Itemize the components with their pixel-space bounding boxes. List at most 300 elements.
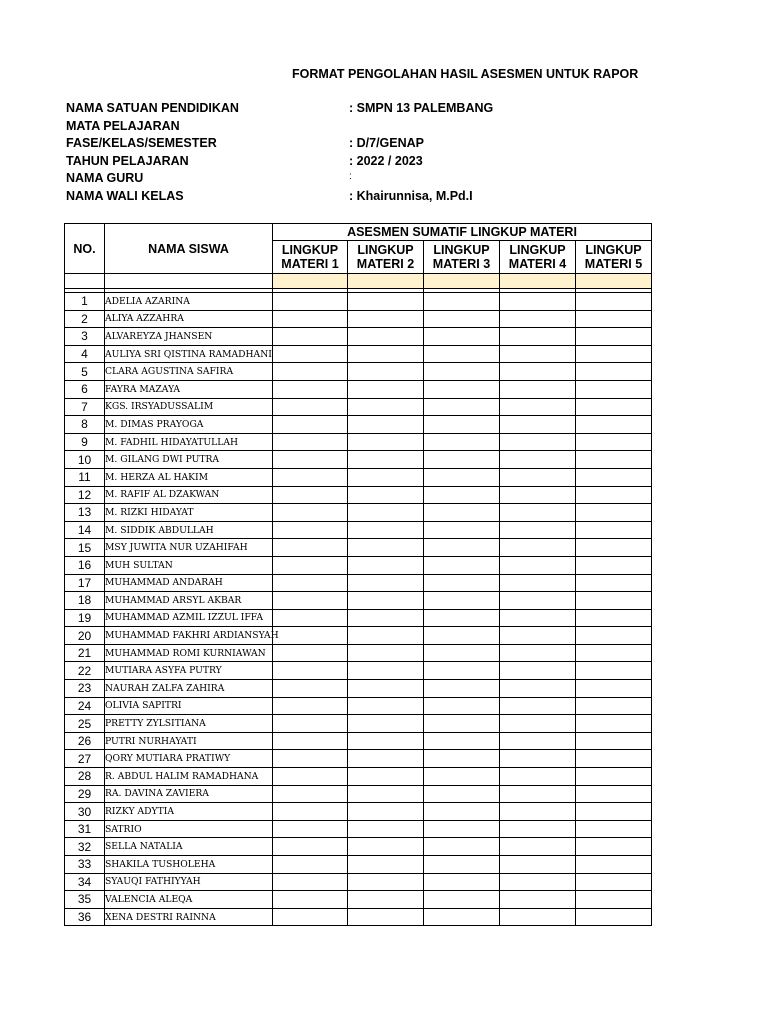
score-cell-lingkup-materi-2[interactable] (348, 750, 424, 768)
score-cell-lingkup-materi-4[interactable] (500, 468, 576, 486)
score-cell-lingkup-materi-4[interactable] (500, 363, 576, 381)
score-cell-lingkup-materi-5[interactable] (576, 504, 652, 522)
score-cell-lingkup-materi-5[interactable] (576, 539, 652, 557)
score-cell-lingkup-materi-4[interactable] (500, 451, 576, 469)
table-row (65, 697, 652, 715)
table-row (65, 680, 652, 698)
score-cell-lingkup-materi-4[interactable] (500, 345, 576, 363)
score-cell-lingkup-materi-3[interactable] (424, 574, 500, 592)
score-cell-lingkup-materi-3[interactable] (424, 697, 500, 715)
score-cell-lingkup-materi-1[interactable] (273, 697, 348, 715)
student-name: M. FADHIL HIDAYATULLAH (105, 433, 273, 451)
score-cell-lingkup-materi-1[interactable] (273, 680, 348, 698)
score-cell-lingkup-materi-4[interactable] (500, 680, 576, 698)
student-number: 28 (65, 768, 105, 786)
student-number: 11 (65, 468, 105, 486)
student-name: MUHAMMAD FAKHRI ARDIANSYAH (105, 627, 273, 645)
table-row (65, 310, 652, 328)
score-cell-lingkup-materi-4[interactable] (500, 609, 576, 627)
score-cell-lingkup-materi-2[interactable] (348, 697, 424, 715)
score-cell-lingkup-materi-1[interactable] (273, 908, 348, 926)
score-cell-lingkup-materi-5[interactable] (576, 328, 652, 346)
score-cell-lingkup-materi-1[interactable] (273, 416, 348, 434)
table-row (65, 574, 652, 592)
header-nama-siswa: NAMA SISWA (105, 224, 273, 274)
score-cell-lingkup-materi-2[interactable] (348, 556, 424, 574)
student-number: 6 (65, 380, 105, 398)
score-cell-lingkup-materi-2[interactable] (348, 768, 424, 786)
score-cell-lingkup-materi-2[interactable] (348, 504, 424, 522)
score-cell-lingkup-materi-1[interactable] (273, 310, 348, 328)
score-cell-lingkup-materi-5[interactable] (576, 820, 652, 838)
table-row (65, 416, 652, 434)
student-name: MUH SULTAN (105, 556, 273, 574)
score-cell-lingkup-materi-2[interactable] (348, 521, 424, 539)
table-row (65, 785, 652, 803)
score-cell-lingkup-materi-1[interactable] (273, 768, 348, 786)
student-name: M. SIDDIK ABDULLAH (105, 521, 273, 539)
score-cell-lingkup-materi-2[interactable] (348, 820, 424, 838)
score-cell-lingkup-materi-4[interactable] (500, 504, 576, 522)
score-cell-lingkup-materi-1[interactable] (273, 433, 348, 451)
header-fill-row (65, 274, 652, 289)
score-cell-lingkup-materi-3[interactable] (424, 398, 500, 416)
student-number: 16 (65, 556, 105, 574)
score-cell-lingkup-materi-3[interactable] (424, 627, 500, 645)
score-cell-lingkup-materi-4[interactable] (500, 398, 576, 416)
info-value: : Khairunnisa, M.Pd.I (349, 188, 473, 203)
score-cell-lingkup-materi-4[interactable] (500, 486, 576, 504)
student-number: 5 (65, 363, 105, 381)
score-cell-lingkup-materi-4[interactable] (500, 803, 576, 821)
student-number: 30 (65, 803, 105, 821)
score-cell-lingkup-materi-5[interactable] (576, 680, 652, 698)
score-cell-lingkup-materi-4[interactable] (500, 891, 576, 909)
score-cell-lingkup-materi-4[interactable] (500, 539, 576, 557)
score-cell-lingkup-materi-1[interactable] (273, 574, 348, 592)
score-cell-lingkup-materi-2[interactable] (348, 908, 424, 926)
score-cell-lingkup-materi-2[interactable] (348, 873, 424, 891)
score-cell-lingkup-materi-4[interactable] (500, 662, 576, 680)
score-cell-lingkup-materi-1[interactable] (273, 820, 348, 838)
score-cell-lingkup-materi-2[interactable] (348, 891, 424, 909)
student-number: 25 (65, 715, 105, 733)
score-cell-lingkup-materi-2[interactable] (348, 345, 424, 363)
student-name: CLARA AGUSTINA SAFIRA (105, 363, 273, 381)
score-cell-lingkup-materi-3[interactable] (424, 451, 500, 469)
student-name: FAYRA MAZAYA (105, 380, 273, 398)
score-cell-lingkup-materi-3[interactable] (424, 873, 500, 891)
info-value: : 2022 / 2023 (349, 153, 423, 168)
score-cell-lingkup-materi-4[interactable] (500, 856, 576, 874)
info-value: : D/7/GENAP (349, 136, 425, 151)
assessment-table (64, 223, 652, 926)
student-name: PUTRI NURHAYATI (105, 732, 273, 750)
score-cell-lingkup-materi-2[interactable] (348, 328, 424, 346)
score-cell-lingkup-materi-4[interactable] (500, 433, 576, 451)
score-cell-lingkup-materi-3[interactable] (424, 662, 500, 680)
table-row (65, 873, 652, 891)
score-cell-lingkup-materi-3[interactable] (424, 732, 500, 750)
score-cell-lingkup-materi-5[interactable] (576, 697, 652, 715)
score-cell-lingkup-materi-5[interactable] (576, 891, 652, 909)
score-cell-lingkup-materi-5[interactable] (576, 345, 652, 363)
student-name: M. GILANG DWI PUTRA (105, 451, 273, 469)
score-cell-lingkup-materi-3[interactable] (424, 592, 500, 610)
score-cell-lingkup-materi-4[interactable] (500, 732, 576, 750)
student-name: MUHAMMAD AZMIL IZZUL IFFA (105, 609, 273, 627)
table-row (65, 293, 652, 311)
score-cell-lingkup-materi-2[interactable] (348, 627, 424, 645)
score-cell-lingkup-materi-5[interactable] (576, 310, 652, 328)
score-cell-lingkup-materi-1[interactable] (273, 539, 348, 557)
student-name: M. RAFIF AL DZAKWAN (105, 486, 273, 504)
score-cell-lingkup-materi-4[interactable] (500, 328, 576, 346)
score-cell-lingkup-materi-3[interactable] (424, 556, 500, 574)
score-cell-lingkup-materi-3[interactable] (424, 785, 500, 803)
score-cell-lingkup-materi-3[interactable] (424, 856, 500, 874)
score-cell-lingkup-materi-1[interactable] (273, 398, 348, 416)
score-cell-lingkup-materi-3[interactable] (424, 609, 500, 627)
score-cell-lingkup-materi-1[interactable] (273, 504, 348, 522)
student-name: QORY MUTIARA PRATIWY (105, 750, 273, 768)
student-number: 15 (65, 539, 105, 557)
student-number: 21 (65, 644, 105, 662)
score-cell-lingkup-materi-2[interactable] (348, 380, 424, 398)
student-name: XENA DESTRI RAINNA (105, 908, 273, 926)
score-cell-lingkup-materi-5[interactable] (576, 592, 652, 610)
score-cell-lingkup-materi-3[interactable] (424, 820, 500, 838)
score-cell-lingkup-materi-5[interactable] (576, 556, 652, 574)
score-cell-lingkup-materi-1[interactable] (273, 732, 348, 750)
score-cell-lingkup-materi-3[interactable] (424, 433, 500, 451)
score-cell-lingkup-materi-2[interactable] (348, 592, 424, 610)
score-cell-lingkup-materi-3[interactable] (424, 891, 500, 909)
table-row (65, 556, 652, 574)
score-cell-lingkup-materi-1[interactable] (273, 592, 348, 610)
score-cell-lingkup-materi-4[interactable] (500, 908, 576, 926)
student-name: NAURAH ZALFA ZAHIRA (105, 680, 273, 698)
score-cell-lingkup-materi-5[interactable] (576, 908, 652, 926)
score-cell-lingkup-materi-2[interactable] (348, 398, 424, 416)
score-cell-lingkup-materi-2[interactable] (348, 468, 424, 486)
student-number: 32 (65, 838, 105, 856)
score-cell-lingkup-materi-2[interactable] (348, 433, 424, 451)
score-cell-lingkup-materi-2[interactable] (348, 363, 424, 381)
document-title: FORMAT PENGOLAHAN HASIL ASESMEN UNTUK RAPOR (292, 67, 639, 81)
student-name: MUTIARA ASYFA PUTRY (105, 662, 273, 680)
table-row (65, 486, 652, 504)
student-number: 13 (65, 504, 105, 522)
student-name: RA. DAVINA ZAVIERA (105, 785, 273, 803)
score-cell-lingkup-materi-1[interactable] (273, 468, 348, 486)
student-name: SELLA NATALIA (105, 838, 273, 856)
table-row (65, 891, 652, 909)
score-cell-lingkup-materi-1[interactable] (273, 803, 348, 821)
student-number: 35 (65, 891, 105, 909)
student-name: OLIVIA SAPITRI (105, 697, 273, 715)
score-cell-lingkup-materi-1[interactable] (273, 380, 348, 398)
score-cell-lingkup-materi-2[interactable] (348, 715, 424, 733)
score-cell-lingkup-materi-3[interactable] (424, 486, 500, 504)
table-row (65, 838, 652, 856)
score-cell-lingkup-materi-5[interactable] (576, 644, 652, 662)
score-cell-lingkup-materi-5[interactable] (576, 750, 652, 768)
student-number: 33 (65, 856, 105, 874)
score-cell-lingkup-materi-2[interactable] (348, 680, 424, 698)
score-cell-lingkup-materi-1[interactable] (273, 838, 348, 856)
score-cell-lingkup-materi-5[interactable] (576, 293, 652, 311)
table-row (65, 856, 652, 874)
score-cell-lingkup-materi-2[interactable] (348, 732, 424, 750)
score-cell-lingkup-materi-2[interactable] (348, 310, 424, 328)
info-label: NAMA GURU (66, 171, 144, 186)
score-cell-lingkup-materi-2[interactable] (348, 644, 424, 662)
score-cell-lingkup-materi-3[interactable] (424, 908, 500, 926)
score-cell-lingkup-materi-3[interactable] (424, 468, 500, 486)
table-row (65, 644, 652, 662)
table-row (65, 768, 652, 786)
student-number: 20 (65, 627, 105, 645)
score-cell-lingkup-materi-4[interactable] (500, 556, 576, 574)
header-asesmen-sumatif: ASESMEN SUMATIF LINGKUP MATERI (273, 224, 652, 241)
student-name: M. HERZA AL HAKIM (105, 468, 273, 486)
score-cell-lingkup-materi-1[interactable] (273, 627, 348, 645)
student-number: 4 (65, 345, 105, 363)
student-name: SATRIO (105, 820, 273, 838)
score-cell-lingkup-materi-1[interactable] (273, 293, 348, 311)
score-cell-lingkup-materi-3[interactable] (424, 345, 500, 363)
score-cell-lingkup-materi-2[interactable] (348, 574, 424, 592)
score-cell-lingkup-materi-5[interactable] (576, 732, 652, 750)
table-row (65, 521, 652, 539)
info-label: FASE/KELAS/SEMESTER (66, 136, 217, 151)
score-cell-lingkup-materi-2[interactable] (348, 838, 424, 856)
score-cell-lingkup-materi-5[interactable] (576, 433, 652, 451)
student-name: PRETTY ZYLSITIANA (105, 715, 273, 733)
student-name: M. DIMAS PRAYOGA (105, 416, 273, 434)
table-row (65, 380, 652, 398)
score-cell-lingkup-materi-4[interactable] (500, 785, 576, 803)
score-cell-lingkup-materi-2[interactable] (348, 803, 424, 821)
score-cell-lingkup-materi-3[interactable] (424, 328, 500, 346)
student-name: MSY JUWITA NUR UZAHIFAH (105, 539, 273, 557)
student-name: MUHAMMAD ARSYL AKBAR (105, 592, 273, 610)
score-cell-lingkup-materi-5[interactable] (576, 662, 652, 680)
student-number: 26 (65, 732, 105, 750)
score-cell-lingkup-materi-3[interactable] (424, 539, 500, 557)
score-cell-lingkup-materi-5[interactable] (576, 715, 652, 733)
score-cell-lingkup-materi-1[interactable] (273, 785, 348, 803)
score-cell-lingkup-materi-4[interactable] (500, 768, 576, 786)
header-lingkup-materi-5: LINGKUP MATERI 5 (576, 241, 652, 274)
score-cell-lingkup-materi-3[interactable] (424, 768, 500, 786)
score-cell-lingkup-materi-3[interactable] (424, 521, 500, 539)
student-name: R. ABDUL HALIM RAMADHANA (105, 768, 273, 786)
score-cell-lingkup-materi-5[interactable] (576, 451, 652, 469)
score-cell-lingkup-materi-1[interactable] (273, 363, 348, 381)
student-name: MUHAMMAD ROMI KURNIAWAN (105, 644, 273, 662)
table-row (65, 451, 652, 469)
student-number: 23 (65, 680, 105, 698)
score-cell-lingkup-materi-4[interactable] (500, 627, 576, 645)
score-cell-lingkup-materi-1[interactable] (273, 644, 348, 662)
score-cell-lingkup-materi-3[interactable] (424, 293, 500, 311)
score-cell-lingkup-materi-1[interactable] (273, 750, 348, 768)
score-cell-lingkup-materi-4[interactable] (500, 310, 576, 328)
score-cell-lingkup-materi-1[interactable] (273, 521, 348, 539)
student-number: 18 (65, 592, 105, 610)
score-cell-lingkup-materi-3[interactable] (424, 504, 500, 522)
info-value: : (349, 171, 352, 183)
student-number: 12 (65, 486, 105, 504)
student-name: ADELIA AZARINA (105, 293, 273, 311)
info-value: : SMPN 13 PALEMBANG (349, 101, 494, 115)
student-name: VALENCIA ALEQA (105, 891, 273, 909)
score-cell-lingkup-materi-1[interactable] (273, 451, 348, 469)
score-cell-lingkup-materi-3[interactable] (424, 750, 500, 768)
student-name: MUHAMMAD ANDARAH (105, 574, 273, 592)
score-cell-lingkup-materi-2[interactable] (348, 486, 424, 504)
student-number: 14 (65, 521, 105, 539)
score-cell-lingkup-materi-2[interactable] (348, 416, 424, 434)
score-cell-lingkup-materi-4[interactable] (500, 697, 576, 715)
score-cell-lingkup-materi-3[interactable] (424, 803, 500, 821)
score-cell-lingkup-materi-1[interactable] (273, 662, 348, 680)
info-label: TAHUN PELAJARAN (66, 153, 189, 168)
score-cell-lingkup-materi-5[interactable] (576, 609, 652, 627)
score-cell-lingkup-materi-2[interactable] (348, 785, 424, 803)
score-cell-lingkup-materi-3[interactable] (424, 715, 500, 733)
score-cell-lingkup-materi-5[interactable] (576, 768, 652, 786)
info-label: MATA PELAJARAN (66, 118, 180, 133)
score-cell-lingkup-materi-5[interactable] (576, 856, 652, 874)
score-cell-lingkup-materi-4[interactable] (500, 644, 576, 662)
score-cell-lingkup-materi-5[interactable] (576, 416, 652, 434)
table-row (65, 609, 652, 627)
score-cell-lingkup-materi-2[interactable] (348, 609, 424, 627)
table-row (65, 345, 652, 363)
score-cell-lingkup-materi-3[interactable] (424, 310, 500, 328)
score-cell-lingkup-materi-1[interactable] (273, 873, 348, 891)
student-rows (65, 293, 652, 926)
score-cell-lingkup-materi-1[interactable] (273, 328, 348, 346)
score-cell-lingkup-materi-1[interactable] (273, 891, 348, 909)
score-cell-lingkup-materi-1[interactable] (273, 345, 348, 363)
table-row (65, 732, 652, 750)
table-row (65, 328, 652, 346)
score-cell-lingkup-materi-3[interactable] (424, 680, 500, 698)
score-cell-lingkup-materi-5[interactable] (576, 838, 652, 856)
table-row (65, 803, 652, 821)
score-cell-lingkup-materi-3[interactable] (424, 838, 500, 856)
score-cell-lingkup-materi-3[interactable] (424, 363, 500, 381)
score-cell-lingkup-materi-5[interactable] (576, 627, 652, 645)
header-lingkup-materi-4: LINGKUP MATERI 4 (500, 241, 576, 274)
student-name: RIZKY ADYTIA (105, 803, 273, 821)
header-lingkup-materi-3: LINGKUP MATERI 3 (424, 241, 500, 274)
score-cell-lingkup-materi-4[interactable] (500, 873, 576, 891)
table-row (65, 662, 652, 680)
score-cell-lingkup-materi-3[interactable] (424, 416, 500, 434)
student-name: ALVAREYZA JHANSEN (105, 328, 273, 346)
student-number: 22 (65, 662, 105, 680)
table-row (65, 398, 652, 416)
student-name: SYAUQI FATHIYYAH (105, 873, 273, 891)
score-cell-lingkup-materi-1[interactable] (273, 856, 348, 874)
score-cell-lingkup-materi-2[interactable] (348, 293, 424, 311)
student-number: 8 (65, 416, 105, 434)
student-name: M. RIZKI HIDAYAT (105, 504, 273, 522)
score-cell-lingkup-materi-5[interactable] (576, 785, 652, 803)
student-number: 2 (65, 310, 105, 328)
score-cell-lingkup-materi-4[interactable] (500, 715, 576, 733)
score-cell-lingkup-materi-5[interactable] (576, 380, 652, 398)
score-cell-lingkup-materi-4[interactable] (500, 521, 576, 539)
table-row (65, 504, 652, 522)
score-cell-lingkup-materi-5[interactable] (576, 873, 652, 891)
score-cell-lingkup-materi-5[interactable] (576, 486, 652, 504)
score-cell-lingkup-materi-5[interactable] (576, 398, 652, 416)
score-cell-lingkup-materi-1[interactable] (273, 715, 348, 733)
student-number: 27 (65, 750, 105, 768)
info-label: NAMA WALI KELAS (66, 188, 184, 203)
score-cell-lingkup-materi-4[interactable] (500, 293, 576, 311)
score-cell-lingkup-materi-2[interactable] (348, 451, 424, 469)
score-cell-lingkup-materi-5[interactable] (576, 574, 652, 592)
score-cell-lingkup-materi-4[interactable] (500, 380, 576, 398)
score-cell-lingkup-materi-4[interactable] (500, 838, 576, 856)
score-cell-lingkup-materi-2[interactable] (348, 539, 424, 557)
score-cell-lingkup-materi-3[interactable] (424, 380, 500, 398)
table-row (65, 715, 652, 733)
score-cell-lingkup-materi-4[interactable] (500, 416, 576, 434)
table-row (65, 539, 652, 557)
student-name: AULIYA SRI QISTINA RAMADHANI (105, 345, 273, 363)
student-number: 31 (65, 820, 105, 838)
student-name: KGS. IRSYADUSSALIM (105, 398, 273, 416)
student-number: 1 (65, 293, 105, 311)
score-cell-lingkup-materi-1[interactable] (273, 486, 348, 504)
score-cell-lingkup-materi-5[interactable] (576, 803, 652, 821)
student-number: 3 (65, 328, 105, 346)
score-cell-lingkup-materi-4[interactable] (500, 592, 576, 610)
table-row (65, 468, 652, 486)
score-cell-lingkup-materi-1[interactable] (273, 556, 348, 574)
header-no: NO. (65, 224, 105, 274)
score-cell-lingkup-materi-4[interactable] (500, 820, 576, 838)
score-cell-lingkup-materi-2[interactable] (348, 662, 424, 680)
score-cell-lingkup-materi-4[interactable] (500, 750, 576, 768)
student-number: 34 (65, 873, 105, 891)
info-label: NAMA SATUAN PENDIDIKAN (66, 101, 239, 115)
score-cell-lingkup-materi-5[interactable] (576, 363, 652, 381)
table-row (65, 627, 652, 645)
student-number: 17 (65, 574, 105, 592)
header-lingkup-materi-1: LINGKUP MATERI 1 (273, 241, 348, 274)
student-name: ALIYA AZZAHRA (105, 310, 273, 328)
student-number: 19 (65, 609, 105, 627)
score-cell-lingkup-materi-1[interactable] (273, 609, 348, 627)
table-row (65, 433, 652, 451)
student-number: 24 (65, 697, 105, 715)
score-cell-lingkup-materi-4[interactable] (500, 574, 576, 592)
score-cell-lingkup-materi-3[interactable] (424, 644, 500, 662)
table-row (65, 363, 652, 381)
score-cell-lingkup-materi-5[interactable] (576, 468, 652, 486)
score-cell-lingkup-materi-5[interactable] (576, 521, 652, 539)
score-cell-lingkup-materi-2[interactable] (348, 856, 424, 874)
